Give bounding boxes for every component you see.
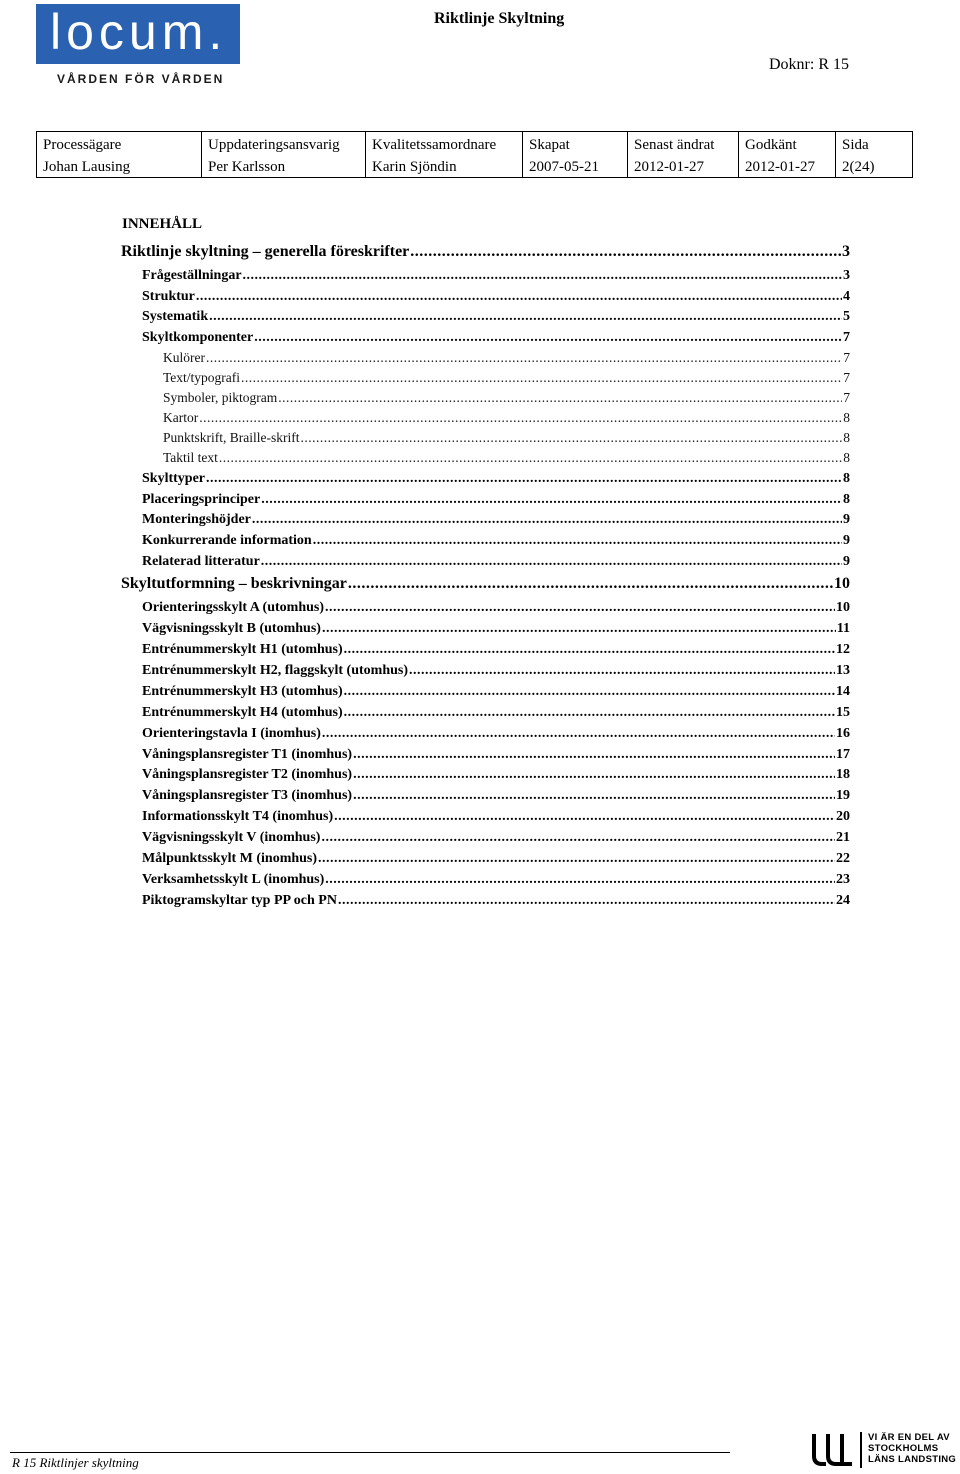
toc-entry-title: Placeringsprinciper [142, 492, 261, 507]
toc-entry-title: Entrénummerskylt H4 (utomhus) [142, 705, 343, 720]
toc-entry[interactable] [142, 747, 850, 763]
toc-entry-page: 15 [836, 705, 850, 720]
meta-value: 2(24) [842, 159, 875, 175]
meta-cell-coordinator [365, 132, 522, 177]
toc-entry-page: 7 [843, 350, 850, 365]
toc-entry-page: 11 [836, 621, 850, 636]
toc-entry-title: Relaterad litteratur [142, 554, 260, 569]
meta-label: Godkänt [745, 137, 797, 153]
toc-entry-page: 9 [843, 554, 850, 569]
toc-entry-page: 19 [836, 788, 850, 803]
toc-entry[interactable] [163, 410, 850, 426]
toc-entry-title: Entrénummerskylt H3 (utomhus) [142, 684, 343, 699]
toc-dot-leader [252, 512, 842, 528]
toc-entry[interactable] [142, 533, 850, 549]
toc-dot-leader [254, 330, 842, 346]
sll-line: VI ÄR EN DEL AV [868, 1432, 950, 1443]
toc-dot-leader [322, 621, 836, 637]
toc-dot-leader [219, 450, 842, 466]
toc-dot-leader [321, 830, 835, 846]
toc-entry-title: Orienteringstavla I (inomhus) [142, 726, 321, 741]
logo-tagline: VÅRDEN FÖR VÅRDEN [57, 72, 225, 86]
meta-label: Uppdateringsansvarig [208, 137, 340, 153]
toc-entry[interactable] [142, 600, 850, 616]
toc-dot-leader [344, 705, 835, 721]
document-title: Riktlinje Skyltning [434, 10, 565, 27]
document-meta-table [36, 131, 913, 178]
toc-entry-title: Skylttyper [142, 471, 205, 486]
footer-text: R 15 Riktlinjer skyltning [12, 1455, 139, 1470]
meta-label: Skapat [529, 137, 570, 153]
toc-dot-leader [243, 268, 842, 284]
toc-entry-title: Vägvisningsskylt B (utomhus) [142, 621, 321, 636]
toc-dot-leader [410, 243, 841, 261]
toc-entry[interactable] [142, 809, 850, 825]
toc-entry-title: Symboler, piktogram [163, 390, 278, 405]
toc-dot-leader [278, 390, 842, 406]
toc-entry[interactable] [163, 450, 850, 466]
toc-entry-title: Informationsskylt T4 (inomhus) [142, 809, 334, 824]
toc-entry-page: 10 [836, 600, 850, 615]
meta-cell-approved [738, 132, 835, 177]
toc-dot-leader [348, 575, 833, 593]
toc-entry-page: 7 [843, 330, 850, 345]
toc-dot-leader [344, 642, 835, 658]
toc-entry[interactable] [142, 788, 850, 804]
toc-entry-title: Kulörer [163, 350, 205, 365]
toc-entry[interactable] [142, 289, 850, 305]
toc-entry-page: 20 [836, 809, 850, 824]
toc-entry-page: 9 [843, 533, 850, 548]
toc-entry-title: Målpunktsskylt M (inomhus) [142, 851, 318, 866]
toc-entry[interactable] [142, 705, 850, 721]
toc-entry-page: 7 [843, 370, 850, 385]
toc-entry-title: Våningsplansregister T2 (inomhus) [142, 767, 353, 782]
toc-entry-title: Punktskrift, Braille-skrift [163, 430, 300, 445]
toc-entry[interactable] [142, 492, 850, 508]
toc-entry-page: 23 [836, 872, 850, 887]
meta-value: Johan Lausing [43, 159, 131, 175]
meta-cell-owner [37, 132, 201, 177]
toc-entry-page: 8 [843, 430, 850, 445]
toc-entry[interactable] [142, 893, 850, 909]
toc-entry-title: Monteringshöjder [142, 512, 251, 527]
toc-entry-title: Verksamhetsskylt L (inomhus) [142, 872, 325, 887]
toc-entry[interactable] [163, 350, 850, 366]
toc-entry[interactable] [142, 663, 850, 679]
toc-entry[interactable] [142, 471, 850, 487]
toc-entry-page: 16 [836, 726, 850, 741]
toc-entry[interactable] [142, 767, 850, 783]
toc-entry-page: 14 [836, 684, 850, 699]
toc-entry[interactable] [163, 430, 850, 446]
toc-dot-leader [206, 471, 842, 487]
sll-line: STOCKHOLMS [868, 1443, 939, 1454]
toc-dot-leader [241, 370, 842, 386]
toc-entry-page: 4 [843, 289, 850, 304]
toc-dot-leader [334, 809, 835, 825]
toc-entry-title: Konkurrerande information [142, 533, 312, 548]
toc-entry-title: Våningsplansregister T3 (inomhus) [142, 788, 353, 803]
toc-dot-leader [409, 663, 835, 679]
toc-entry-page: 8 [843, 410, 850, 425]
toc-dot-leader [338, 893, 835, 909]
toc-dot-leader [209, 309, 842, 325]
toc-entry-page: 22 [836, 851, 850, 866]
sll-divider [860, 1432, 862, 1468]
toc-dot-leader [325, 600, 835, 616]
toc-entry[interactable] [142, 330, 850, 346]
toc-dot-leader [313, 533, 842, 549]
toc-entry-page: 5 [843, 309, 850, 324]
toc-entry-title: Skyltutformning – beskrivningar [121, 575, 347, 592]
toc-entry[interactable] [142, 726, 850, 742]
toc-entry[interactable] [142, 268, 850, 284]
toc-entry-page: 7 [843, 390, 850, 405]
meta-label: Senast ändrat [634, 137, 715, 153]
toc-dot-leader [353, 747, 835, 763]
toc-dot-leader [300, 430, 842, 446]
toc-dot-leader [199, 410, 842, 426]
toc-entry-title: Entrénummerskylt H2, flaggskylt (utomhus) [142, 663, 409, 678]
toc-dot-leader [206, 350, 842, 366]
toc-entry-page: 24 [836, 893, 850, 908]
toc-entry[interactable] [142, 642, 850, 658]
toc-entry[interactable] [163, 370, 850, 386]
toc-entry-title: Skyltkomponenter [142, 330, 254, 345]
toc-entry-title: Frågeställningar [142, 268, 242, 283]
toc-entry[interactable] [142, 309, 850, 325]
meta-value: 2012-01-27 [745, 159, 815, 175]
toc-entry[interactable] [121, 243, 850, 261]
meta-cell-created [522, 132, 627, 177]
toc-entry-page: 21 [836, 830, 850, 845]
toc-dot-leader [261, 492, 842, 508]
logo-wordmark: locum. [50, 4, 228, 60]
toc-dot-leader [261, 554, 842, 570]
toc-entry-page: 8 [843, 450, 850, 465]
toc-entry[interactable] [142, 830, 850, 846]
toc-dot-leader [325, 872, 835, 888]
toc-entry-page: 18 [836, 767, 850, 782]
toc-dot-leader [322, 726, 835, 742]
toc-dot-leader [353, 767, 835, 783]
toc-entry[interactable] [142, 554, 850, 570]
toc-entry[interactable] [142, 512, 850, 528]
toc-entry-title: Kartor [163, 410, 199, 425]
meta-cell-page [835, 132, 912, 177]
toc-entry-title: Struktur [142, 289, 195, 304]
toc-entry[interactable] [121, 575, 850, 593]
toc-entry-title: Piktogramskyltar typ PP och PN [142, 893, 337, 908]
toc-entry-page: 3 [842, 243, 850, 260]
toc-dot-leader [196, 289, 842, 305]
toc-entry-title: Text/typografi [163, 370, 241, 385]
meta-label: Sida [842, 137, 869, 153]
toc-entry-title: Taktil text [163, 450, 218, 465]
meta-label: Kvalitetssamordnare [372, 137, 497, 153]
toc-entry-page: 8 [843, 492, 850, 507]
sll-tagline [868, 1432, 956, 1465]
meta-value: Karin Sjöndin [372, 159, 457, 175]
sll-logo-icon [810, 1430, 854, 1468]
toc-entry-page: 12 [836, 642, 850, 657]
meta-label: Processägare [43, 137, 122, 153]
toc-dot-leader [353, 788, 835, 804]
toc-entry-title: Våningsplansregister T1 (inomhus) [142, 747, 353, 762]
toc-entry-page: 10 [834, 575, 850, 592]
toc-heading: INNEHÅLL [122, 216, 203, 232]
meta-value: Per Karlsson [208, 159, 286, 175]
toc-entry-page: 17 [836, 747, 850, 762]
toc-entry-page: 8 [843, 471, 850, 486]
toc-entry[interactable] [142, 684, 850, 700]
locum-logo [36, 4, 240, 64]
toc-entry[interactable] [142, 872, 850, 888]
toc-entry-title: Vägvisningsskylt V (inomhus) [142, 830, 321, 845]
toc-entry-page: 3 [843, 268, 850, 283]
meta-value: 2012-01-27 [634, 159, 704, 175]
meta-value: 2007-05-21 [529, 159, 599, 175]
toc-entry[interactable] [142, 851, 850, 867]
document-number: Doknr: R 15 [769, 56, 849, 73]
toc-entry-title: Systematik [142, 309, 209, 324]
toc-entry-page: 9 [843, 512, 850, 527]
toc-dot-leader [318, 851, 835, 867]
meta-cell-updater [201, 132, 365, 177]
toc-entry-page: 13 [836, 663, 850, 678]
toc-dot-leader [344, 684, 835, 700]
meta-cell-modified [627, 132, 738, 177]
toc-entry[interactable] [163, 390, 850, 406]
footer-divider [10, 1452, 730, 1453]
toc-entry-title: Entrénummerskylt H1 (utomhus) [142, 642, 343, 657]
toc-entry[interactable] [142, 621, 850, 637]
toc-entry-title: Riktlinje skyltning – generella föreskrifter [121, 243, 410, 260]
toc-entry-title: Orienteringsskylt A (utomhus) [142, 600, 325, 615]
sll-line: LÄNS LANDSTING [868, 1454, 957, 1465]
